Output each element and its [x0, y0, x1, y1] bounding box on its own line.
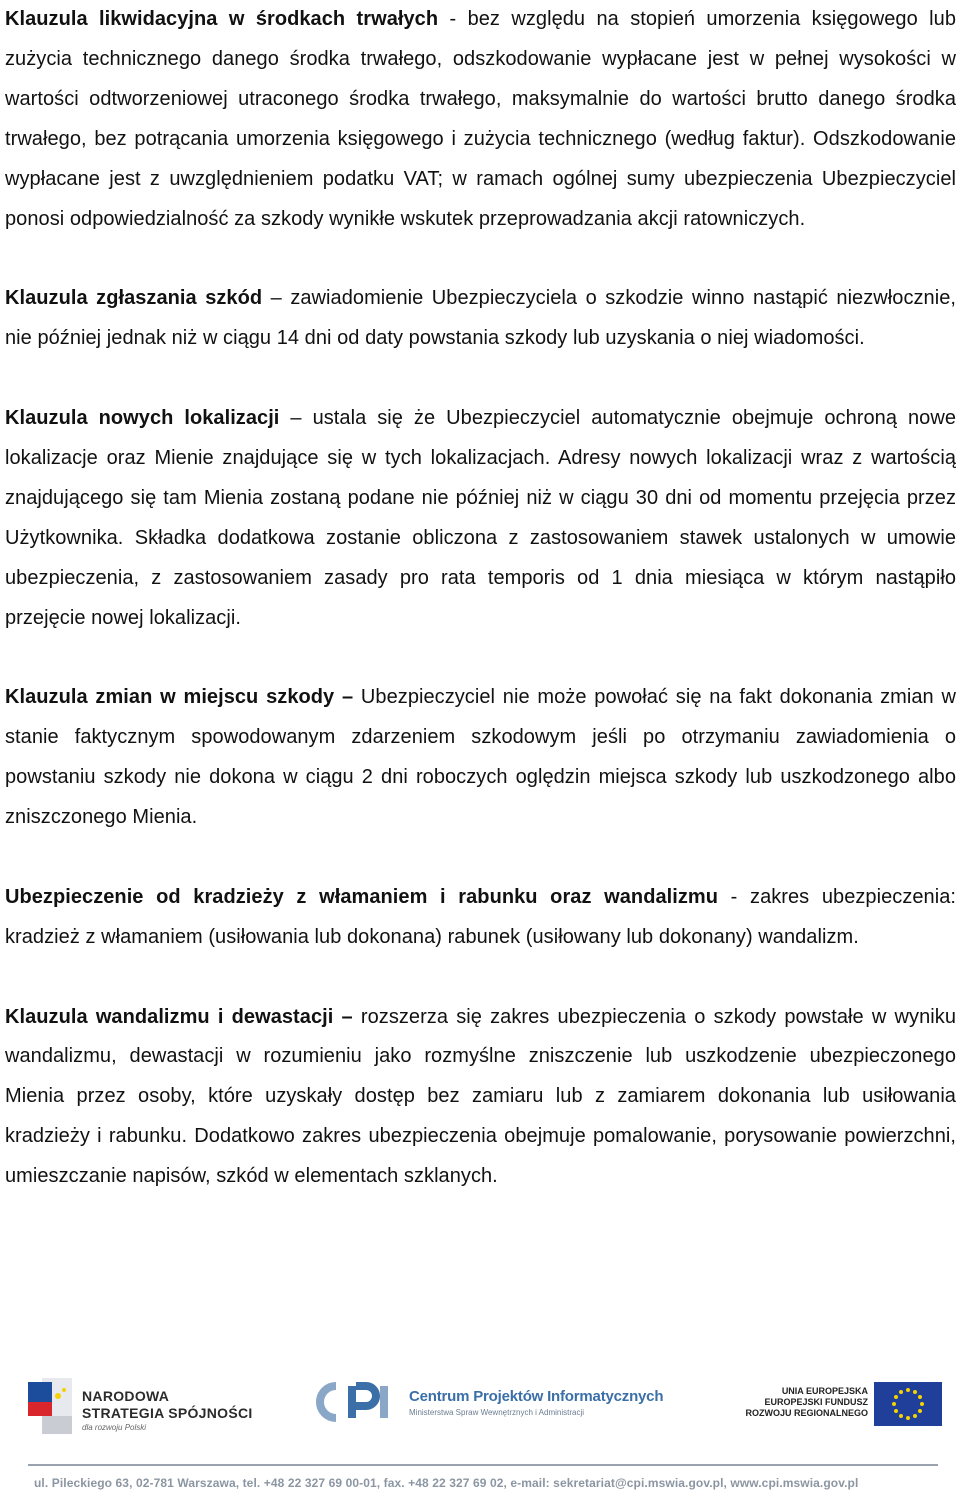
paragraph-ubezpieczenie-od-kradziezy: [5, 878, 956, 958]
document-body: [5, 0, 956, 1197]
paragraph-text: rozszerza się zakres ubezpieczenia o szkody powstałe w wyniku wandalizmu, dewastacji w rozumieniu jako rozmyślne zniszczenie lub uszkodzenie ubezpieczonego Mienia przez osoby, które uzyskały dostęp bez zamiaru lub z zamiarem dokonania lub usiłowania kradzieży i rabunku. Dodatkowo zakres ubezpieczenia obejmuje pomalowanie, porysowanie powierzchni, umieszczanie napisów, szkód w elementach szklanych.: [5, 1005, 956, 1188]
nss-logo-line3: dla rozwoju Polski: [82, 1423, 147, 1432]
page-footer: [0, 1368, 960, 1497]
cpi-mark-icon: [314, 1380, 402, 1424]
nss-flag-icon: [28, 1376, 74, 1436]
paragraph-klauzula-likwidacyjna: [5, 0, 956, 239]
nss-logo-line2: STRATEGIA SPÓJNOŚCI: [82, 1405, 253, 1421]
paragraph-title: Klauzula wandalizmu i dewastacji –: [5, 1005, 353, 1028]
paragraph-text: Ubezpieczyciel nie może powołać się na fakt dokonania zmian w stanie faktycznym spowodowanym zdarzeniem szkodowym jeśli po otrzymaniu zawiadomienia o powstaniu szkody nie dokona w ciągu 2 dni roboczych oględzin miejsca szkody lub uszkodzonego albo zniszczonego Mienia.: [5, 686, 956, 829]
paragraph-klauzula-nowych-lokalizacji: [5, 399, 956, 638]
footer-divider: [28, 1464, 938, 1466]
paragraph-title: Klauzula zmian w miejscu szkody –: [5, 686, 354, 709]
eu-flag-icon: [874, 1382, 942, 1426]
paragraph-text: – zawiadomienie Ubezpieczyciela o szkodzie winno nastąpić niezwłocznie, nie później jednak niż w ciągu 14 dni od daty powstania szkody lub uzyskania o niej wiadomości.: [5, 287, 956, 350]
paragraph-text: – ustala się że Ubezpieczyciel automatycznie obejmuje ochroną nowe lokalizacje oraz Mienie znajdujące się w tych lokalizacjach. Adresy nowych lokalizacji wraz z wartością znajdującego się tam Mienia zostaną podane nie później niż w ciągu 30 dni od momentu przejęcia przez Użytkownika. Składka dodatkowa zostanie obliczona z zastosowaniem stawek ustalonych w umowie ubezpieczenia, z zastosowaniem zasady pro rata temporis od 1 dnia miesiąca w którym nastąpiło przejęcie nowej lokalizacji.: [5, 407, 956, 629]
nss-logo-line1: NARODOWA: [82, 1388, 170, 1404]
paragraph-title: Klauzula nowych lokalizacji: [5, 407, 280, 430]
cpi-logo-subtitle: Ministerstwa Spraw Wewnętrznych i Administracji: [409, 1408, 585, 1417]
paragraph-title: Klauzula zgłaszania szkód: [5, 287, 263, 310]
cpi-logo-name: Centrum Projektów Informatycznych: [409, 1388, 664, 1405]
nss-logo: [28, 1376, 278, 1438]
eu-logo-line2: EUROPEJSKI FUNDUSZ: [764, 1397, 868, 1407]
paragraph-title: Ubezpieczenie od kradzieży z włamaniem i rabunku oraz wandalizmu: [5, 885, 719, 908]
paragraph-text: - zakres ubezpieczenia: kradzież z włamaniem (usiłowania lub dokonana) rabunek (usiłowany lub dokonany) wandalizm.: [5, 885, 956, 948]
eu-logo-line3: ROZWOJU REGIONALNEGO: [745, 1408, 868, 1418]
paragraph-klauzula-zglaszania-szkod: [5, 279, 956, 359]
paragraph-klauzula-wandalizmu: [5, 998, 956, 1198]
paragraph-title: Klauzula likwidacyjna w środkach trwałych: [5, 8, 439, 30]
eu-logo-line1: UNIA EUROPEJSKA: [781, 1386, 868, 1396]
eu-logo: [746, 1382, 942, 1428]
paragraph-text: - bez względu na stopień umorzenia księgowego lub zużycia technicznego danego środka trwałego, odszkodowanie wypłacane jest w pełnej wysokości w wartości odtworzeniowej utraconego środka trwałego, maksymalnie do wartości brutto danego środka trwałego, bez potrącania umorzenia księgowego i zużycia technicznego (według faktur). Odszkodowanie wypłacane jest z uwzględnieniem podatku VAT; w ramach ogólnej sumy ubezpieczenia Ubezpieczyciel ponosi odpowiedzialność za szkody wynikłe wskutek przeprowadzania akcji ratowniczych.: [5, 8, 956, 230]
footer-address: ul. Pileckiego 63, 02-781 Warszawa, tel. +48 22 327 69 00-01, fax. +48 22 327 69 02, e-mail: sekretariat@cpi.mswia.gov.pl, www.cpi.mswia.gov.pl: [34, 1476, 859, 1490]
paragraph-klauzula-zmian-w-miejscu-szkody: [5, 678, 956, 838]
cpi-logo: [314, 1380, 664, 1426]
